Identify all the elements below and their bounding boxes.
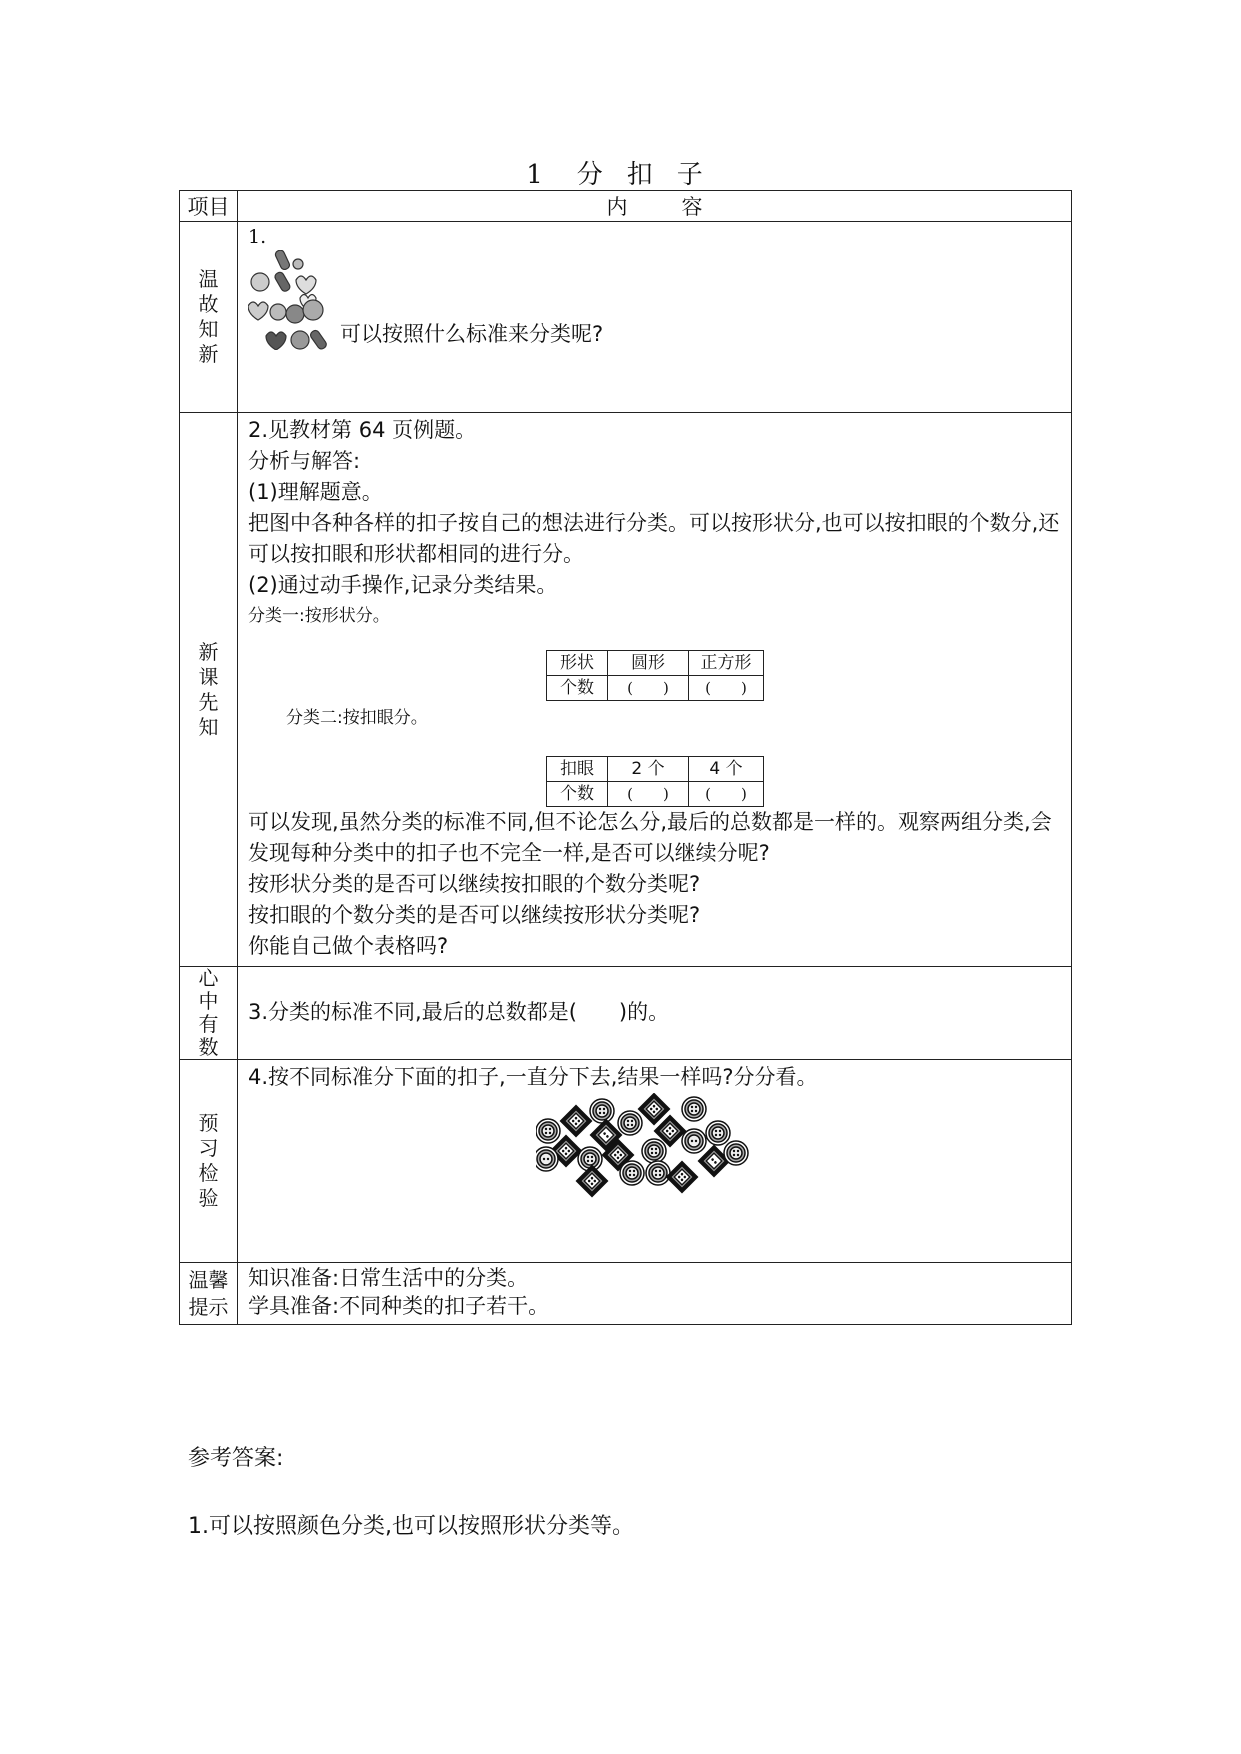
text-line: 分析与解答: bbox=[248, 449, 361, 473]
text-line: 按形状分类的是否可以继续按扣眼的个数分类呢? bbox=[248, 872, 701, 896]
shape-table-head: 正方形 bbox=[689, 651, 764, 676]
preview-content bbox=[238, 1060, 1072, 1263]
round-button-icon bbox=[642, 1139, 666, 1163]
side-char: 心 bbox=[198, 966, 219, 990]
buttonhole-table-cell: 个数 bbox=[547, 782, 608, 807]
row-summary bbox=[180, 967, 1072, 1060]
header-content bbox=[238, 191, 1072, 222]
buttonhole-table-head: 扣眼 bbox=[547, 757, 608, 782]
preview-question: 4.按不同标准分下面的扣子,一直分下去,结果一样吗?分分看。 bbox=[248, 1065, 818, 1089]
text-line: (2)通过动手操作,记录分类结果。 bbox=[248, 573, 558, 597]
side-char: 故 bbox=[198, 292, 219, 316]
tip-line: 知识准备:日常生活中的分类。 bbox=[248, 1266, 529, 1290]
answer-1: 1.可以按照颜色分类,也可以按照形状分类等。 bbox=[188, 1514, 634, 1539]
side-char: 知 bbox=[198, 317, 219, 341]
side-label-summary bbox=[180, 967, 238, 1060]
review-question: 可以按照什么标准来分类呢? bbox=[340, 322, 604, 346]
title-char-3: 子 bbox=[676, 160, 703, 190]
side-text: 温馨 bbox=[188, 1267, 229, 1292]
round-button-icon bbox=[536, 1119, 560, 1143]
text-line: 2.见教材第 64 页例题。 bbox=[248, 418, 477, 442]
row-review bbox=[180, 222, 1072, 413]
row-tips bbox=[180, 1263, 1072, 1325]
round-button-icon bbox=[682, 1097, 706, 1121]
blank-answer[interactable]: ( ) bbox=[608, 676, 689, 701]
shape-table-head: 形状 bbox=[547, 651, 608, 676]
round-button-icon bbox=[536, 1147, 558, 1171]
round-button-icon bbox=[590, 1099, 614, 1123]
round-button-icon bbox=[646, 1161, 670, 1185]
side-char: 预 bbox=[198, 1111, 219, 1135]
side-text: 提示 bbox=[188, 1294, 229, 1319]
shape-table-head: 圆形 bbox=[608, 651, 689, 676]
side-char: 新 bbox=[198, 639, 219, 664]
blank-answer[interactable]: ( ) bbox=[689, 676, 764, 701]
new-lesson-content bbox=[238, 413, 1072, 967]
round-button-icon bbox=[724, 1141, 748, 1165]
round-button-icon bbox=[618, 1111, 642, 1135]
side-char: 新 bbox=[198, 342, 219, 366]
text-line: 按扣眼的个数分类的是否可以继续按形状分类呢? bbox=[248, 903, 701, 927]
mixed-objects-illustration bbox=[248, 250, 338, 350]
tip-line: 学具准备:不同种类的扣子若干。 bbox=[248, 1294, 550, 1318]
text-line: 你能自己做个表格吗? bbox=[248, 934, 449, 958]
side-label-new-lesson bbox=[180, 413, 238, 967]
buttonhole-table-head: 4 个 bbox=[689, 757, 764, 782]
text-line: (1)理解题意。 bbox=[248, 480, 383, 504]
summary-content bbox=[238, 967, 1072, 1060]
square-button-icon bbox=[560, 1105, 591, 1136]
side-char: 数 bbox=[198, 1035, 219, 1059]
side-char: 课 bbox=[198, 664, 219, 689]
question-number: 1. bbox=[248, 226, 267, 248]
side-label-preview-check bbox=[180, 1060, 238, 1263]
classification-two: 分类二:按扣眼分。 bbox=[286, 708, 428, 728]
side-char: 先 bbox=[198, 689, 219, 714]
row-preview-check bbox=[180, 1060, 1072, 1263]
lesson-table bbox=[179, 190, 1072, 1325]
square-button-icon bbox=[576, 1165, 607, 1196]
text-line: 把图中各种各样的扣子按自己的想法进行分类。可以按形状分,也可以按扣眼的个数分,还可以按扣眼和形状都相同的进行分。 bbox=[248, 511, 1060, 566]
tips-content bbox=[238, 1263, 1072, 1325]
square-button-icon bbox=[666, 1161, 697, 1192]
title-char-2: 扣 bbox=[626, 160, 653, 190]
side-char: 有 bbox=[198, 1012, 219, 1036]
buttons-illustration bbox=[536, 1093, 756, 1213]
row-new-lesson bbox=[180, 413, 1072, 967]
text-line: 可以发现,虽然分类的标准不同,但不论怎么分,最后的总数都是一样的。观察两组分类,会发现每种分类中的扣子也不完全一样,是否可以继续分呢? bbox=[248, 810, 1052, 865]
round-button-icon bbox=[682, 1129, 706, 1153]
side-label-review bbox=[180, 222, 238, 413]
header-content-char-2: 容 bbox=[681, 195, 703, 219]
round-button-icon bbox=[706, 1121, 730, 1145]
side-char: 温 bbox=[198, 267, 219, 291]
round-button-icon bbox=[620, 1161, 644, 1185]
side-char: 习 bbox=[198, 1136, 219, 1160]
side-char: 知 bbox=[198, 714, 219, 739]
answers-heading: 参考答案: bbox=[188, 1446, 284, 1471]
blank-answer[interactable]: ( ) bbox=[689, 782, 764, 807]
side-char: 中 bbox=[198, 989, 219, 1013]
shape-table bbox=[546, 650, 764, 701]
side-char: 检 bbox=[198, 1161, 219, 1185]
title-number: 1 bbox=[526, 160, 543, 190]
buttonhole-table-head: 2 个 bbox=[608, 757, 689, 782]
title-char-1: 分 bbox=[576, 160, 603, 190]
header-content-char-1: 内 bbox=[606, 195, 628, 219]
shape-table-cell: 个数 bbox=[547, 676, 608, 701]
page-title bbox=[0, 154, 1241, 191]
review-content bbox=[238, 222, 1072, 413]
buttonhole-table bbox=[546, 756, 764, 807]
fill-blank-question: 3.分类的标准不同,最后的总数都是( )的。 bbox=[248, 999, 670, 1024]
side-label-tips bbox=[180, 1263, 238, 1325]
header-item: 项目 bbox=[180, 191, 238, 222]
side-char: 验 bbox=[198, 1186, 219, 1210]
blank-answer[interactable]: ( ) bbox=[608, 782, 689, 807]
table-header-row bbox=[180, 191, 1072, 222]
classification-one: 分类一:按形状分。 bbox=[248, 606, 390, 626]
